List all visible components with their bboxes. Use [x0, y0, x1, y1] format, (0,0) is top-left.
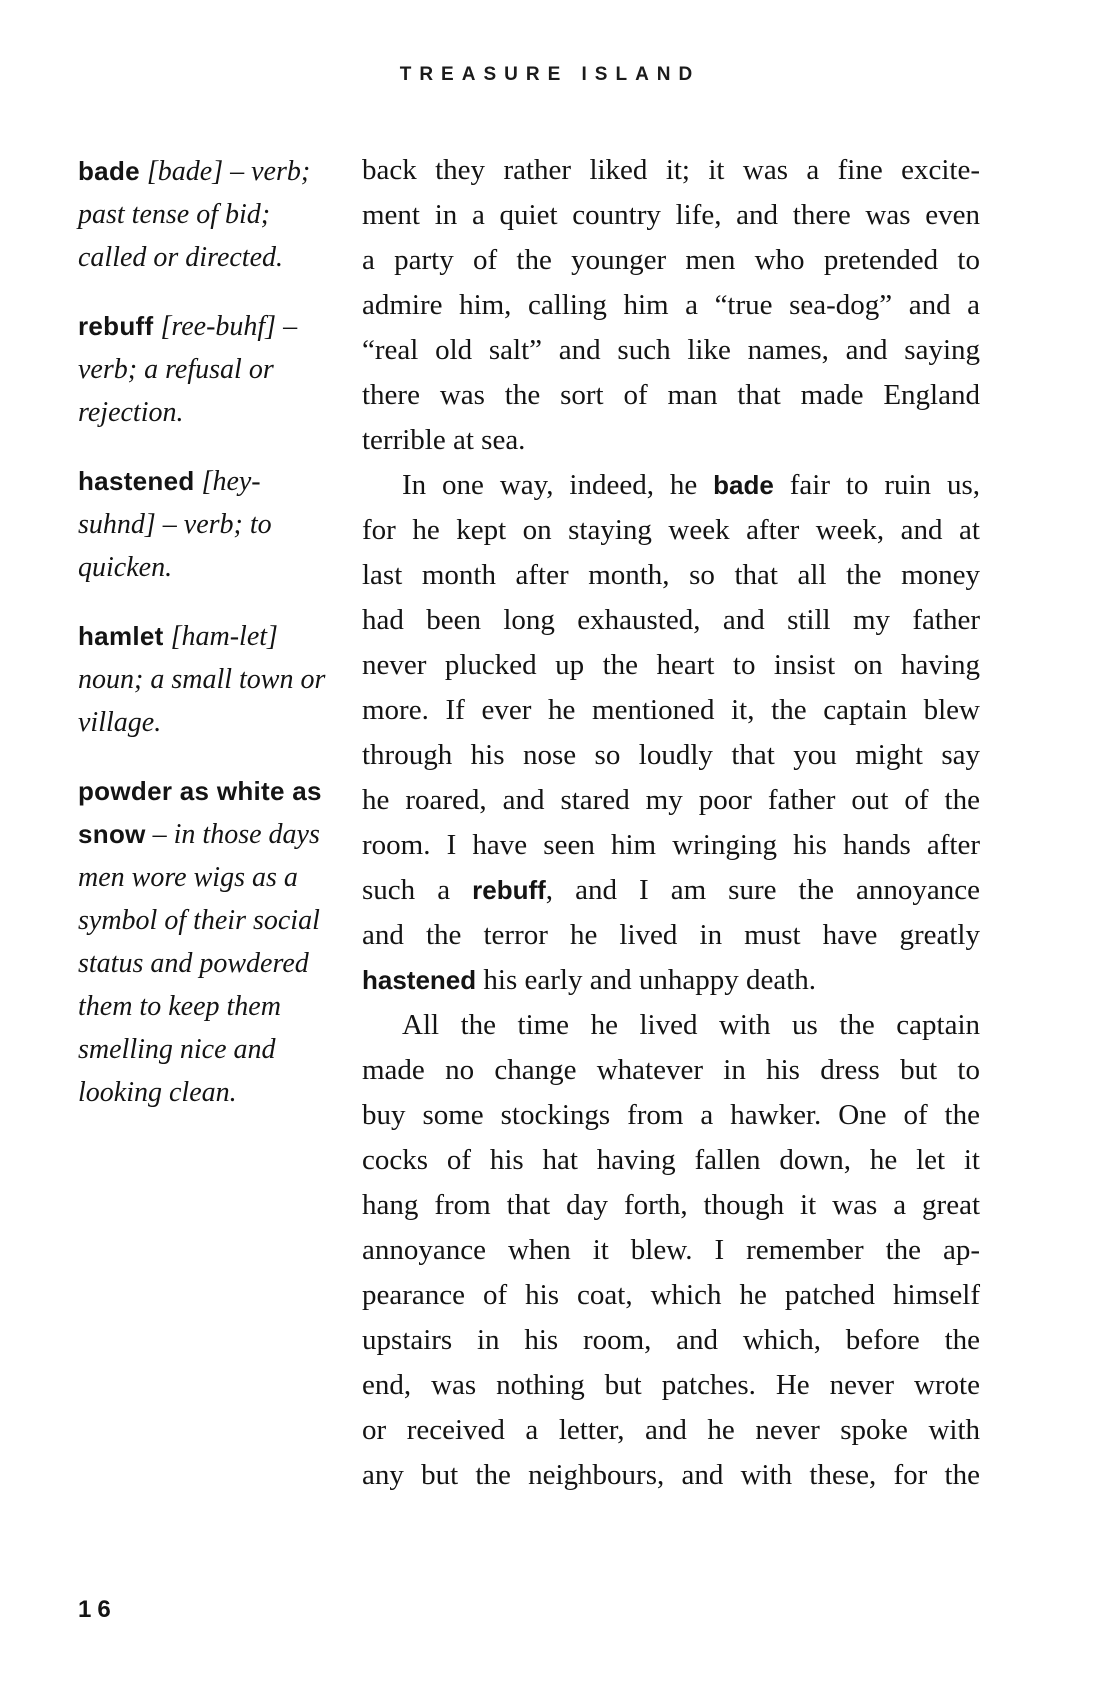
vocab-definition: [hey-suhnd] – verb; to quicken. — [78, 466, 272, 583]
vocab-entry — [78, 770, 330, 1114]
vocab-definition: – in those days men wore wigs as a symbol of their social status and powdered them to keep them smelling nice and looking clean. — [78, 819, 320, 1108]
text-segment: a party of the younger men who pretended to — [362, 244, 980, 276]
text-segment: buy some stockings from a hawker. One of the — [362, 1099, 980, 1131]
text-line — [362, 418, 980, 463]
text-segment: through his nose so loudly that you might say — [362, 739, 980, 771]
text-segment: back they rather liked it; it was a fine excite- — [362, 154, 980, 186]
text-line — [362, 508, 980, 553]
body-text — [362, 148, 980, 1498]
text-segment: never plucked up the heart to insist on having — [362, 649, 980, 681]
vocab-definition: [bade] – verb; past tense of bid; called or directed. — [78, 156, 311, 273]
text-segment: In one way, indeed, he — [402, 469, 714, 501]
text-segment: he roared, and stared my poor father out of the — [362, 784, 980, 816]
text-segment: for he kept on staying week after week, and at — [362, 514, 980, 546]
vocab-term: hamlet — [78, 621, 164, 651]
text-line — [362, 1003, 980, 1048]
vocab-term: rebuff — [78, 311, 154, 341]
body-paragraph — [362, 463, 980, 1003]
vocab-term: bade — [78, 156, 140, 186]
page-number: 16 — [78, 1596, 117, 1623]
text-line — [362, 688, 980, 733]
vocab-entry — [78, 615, 330, 744]
text-segment: or received a letter, and he never spoke with — [362, 1414, 980, 1446]
text-line — [362, 1363, 980, 1408]
text-line — [362, 328, 980, 373]
text-segment: upstairs in his room, and which, before the — [362, 1324, 980, 1356]
text-line — [362, 1138, 980, 1183]
text-line — [362, 1453, 980, 1498]
vocab-keyword-inline: hastened — [362, 965, 477, 995]
text-line — [362, 1093, 980, 1138]
text-line — [362, 823, 980, 868]
running-header: TREASURE ISLAND — [399, 64, 701, 85]
text-line — [362, 868, 980, 913]
text-line — [362, 1318, 980, 1363]
text-line — [362, 733, 980, 778]
text-segment: fair to ruin us, — [773, 469, 980, 501]
text-segment: more. If ever he mentioned it, the captain blew — [362, 694, 980, 726]
vocab-term: hastened — [78, 466, 195, 496]
text-line — [362, 553, 980, 598]
text-segment: such a — [362, 874, 473, 906]
text-line — [362, 958, 980, 1003]
text-segment: any but the neighbours, and with these, for the — [362, 1459, 980, 1491]
text-segment: room. I have seen him wringing his hands after — [362, 829, 980, 861]
text-segment: there was the sort of man that made England — [362, 379, 980, 411]
text-segment: annoyance when it blew. I remember the ap- — [362, 1234, 980, 1266]
vocab-keyword-inline: bade — [713, 470, 774, 500]
text-line — [362, 1408, 980, 1453]
text-segment: had been long exhausted, and still my father — [362, 604, 980, 636]
text-line — [362, 643, 980, 688]
text-segment: ment in a quiet country life, and there was even — [362, 199, 980, 231]
text-line — [362, 238, 980, 283]
text-segment: All the time he lived with us the captain — [402, 1009, 980, 1041]
text-line — [362, 1183, 980, 1228]
text-line — [362, 373, 980, 418]
text-segment: terrible at sea. — [362, 424, 526, 456]
text-line — [362, 1048, 980, 1093]
text-line — [362, 283, 980, 328]
text-segment: cocks of his hat having fallen down, he let it — [362, 1144, 980, 1176]
body-paragraph — [362, 1003, 980, 1498]
text-line — [362, 598, 980, 643]
text-line — [362, 1273, 980, 1318]
text-segment: hang from that day forth, though it was a great — [362, 1189, 980, 1221]
text-line — [362, 913, 980, 958]
text-segment: , and I am sure the annoyance — [545, 874, 981, 906]
vocab-keyword-inline: rebuff — [472, 875, 546, 905]
text-line — [362, 148, 980, 193]
text-segment: “real old salt” and such like names, and saying — [362, 334, 980, 366]
text-line — [362, 193, 980, 238]
text-segment: his early and unhappy death. — [476, 964, 816, 996]
text-line — [362, 1228, 980, 1273]
text-segment: admire him, calling him a “true sea-dog” and a — [362, 289, 980, 321]
body-paragraph — [362, 148, 980, 463]
vocab-definition: [ree-buhf] – verb; a refusal or rejection. — [78, 311, 298, 428]
vocab-entry — [78, 305, 330, 434]
vocab-definition: [ham-let] noun; a small town or village. — [78, 621, 326, 738]
vocab-entry — [78, 150, 330, 279]
vocab-term: powder as white as snow — [78, 776, 322, 849]
text-segment: pearance of his coat, which he patched himself — [362, 1279, 980, 1311]
text-segment: and the terror he lived in must have greatly — [362, 919, 980, 951]
text-segment: made no change whatever in his dress but to — [362, 1054, 980, 1086]
vocabulary-sidebar — [78, 150, 330, 1140]
vocab-entry — [78, 460, 330, 589]
text-line — [362, 463, 980, 508]
text-segment: end, was nothing but patches. He never wrote — [362, 1369, 980, 1401]
text-segment: last month after month, so that all the money — [362, 559, 980, 591]
text-line — [362, 778, 980, 823]
